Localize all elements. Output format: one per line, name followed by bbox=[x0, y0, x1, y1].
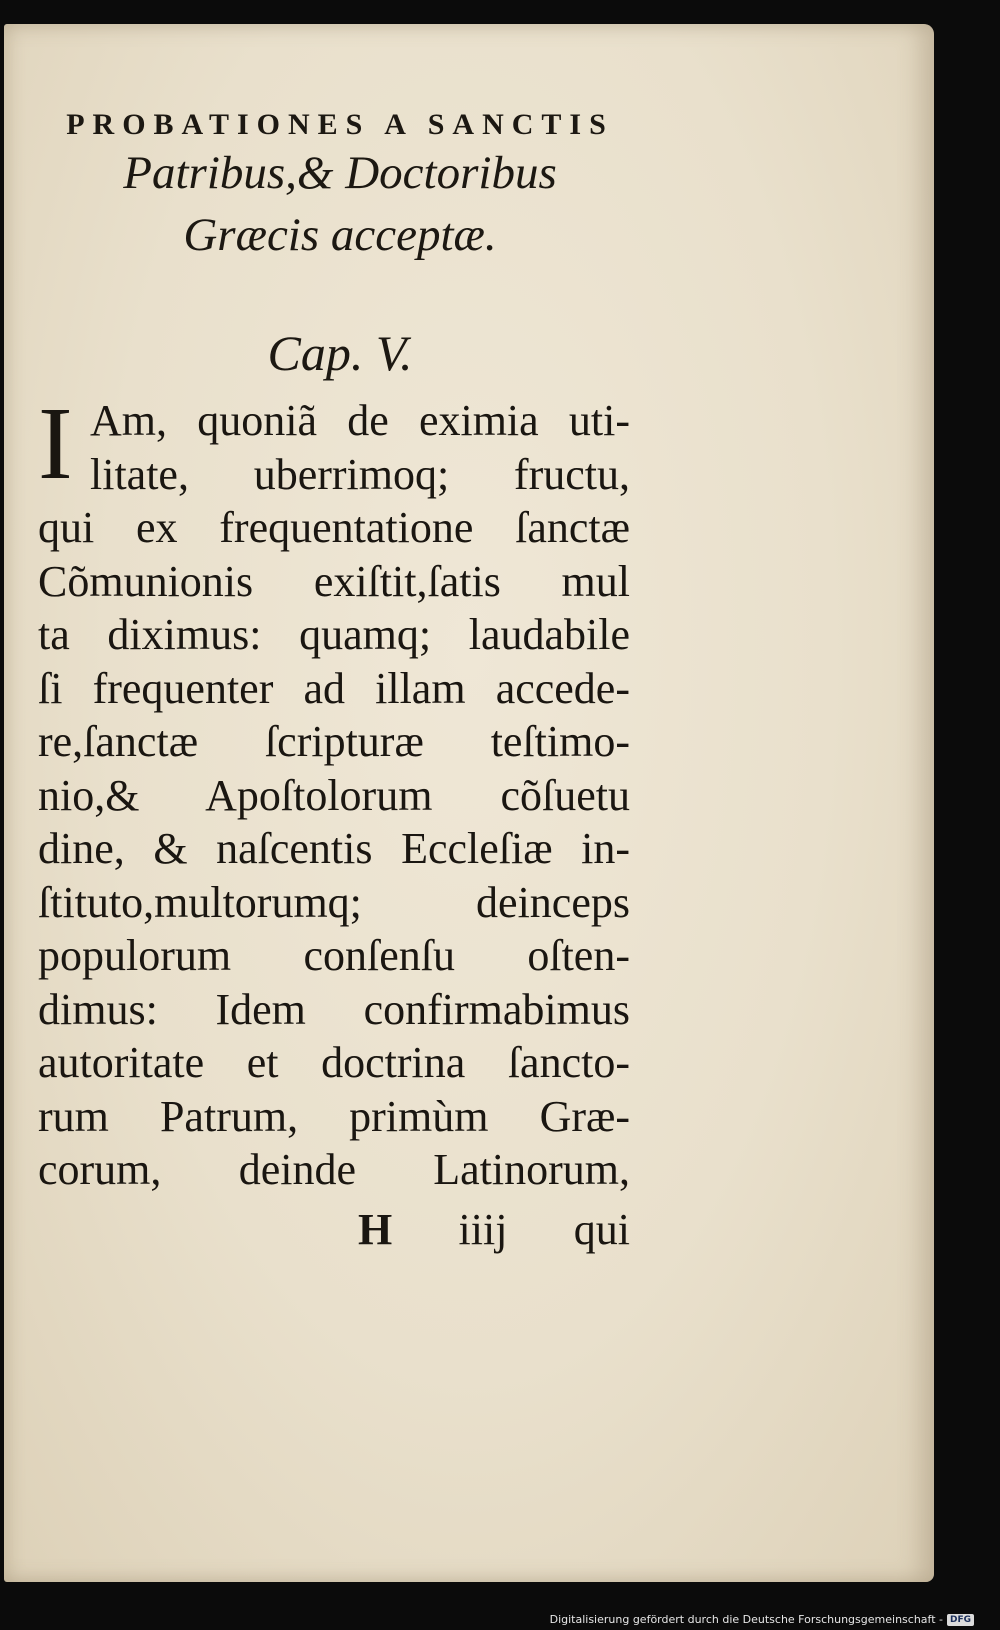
text-line: rum Patrum, primùm Græ- bbox=[38, 1091, 630, 1141]
text-line: ſi frequenter ad illam accede- bbox=[38, 663, 630, 713]
body-text bbox=[38, 386, 630, 1197]
section-heading bbox=[34, 108, 646, 266]
chapter-label: Cap. V. bbox=[267, 325, 413, 381]
signature-line bbox=[358, 1204, 630, 1255]
text-line: qui ex frequentatione ſanctæ bbox=[38, 503, 630, 552]
text-line: corum, deinde Latinorum, bbox=[38, 1145, 630, 1194]
catchword: qui bbox=[573, 1205, 630, 1254]
text-line: Am, quoniã de eximia uti- bbox=[90, 396, 630, 445]
heading-italic-line-1: Patribus,& Doctoribus bbox=[123, 147, 557, 199]
drop-cap-initial: I bbox=[38, 386, 73, 501]
text-line: populorum conſenſu oſten- bbox=[38, 931, 630, 980]
text-line: litate, uberrimoq; fructu, bbox=[90, 449, 630, 499]
text-line: dine, & naſcentis Eccleſiæ in- bbox=[38, 824, 630, 873]
leaf-number: iiij bbox=[458, 1205, 508, 1254]
heading-caps-line: PROBATIONES A SANCTIS bbox=[66, 108, 614, 141]
text-line: autoritate et doctrina ſancto- bbox=[38, 1038, 630, 1087]
credit-text: Digitalisierung gefördert durch die Deutsche Forschungsgemeinschaft - bbox=[549, 1613, 943, 1626]
book-page bbox=[4, 24, 934, 1582]
text-line: re,ſanctæ ſcripturæ teſtimo- bbox=[38, 717, 630, 766]
text-line: dimus: Idem confirmabimus bbox=[38, 984, 630, 1034]
signature-mark: H bbox=[358, 1205, 393, 1254]
digitization-credit bbox=[550, 1613, 974, 1626]
text-line: Cõmunionis exiſtit,ſatis mul bbox=[38, 556, 630, 606]
text-line: ſtituto,multorumq; deinceps bbox=[38, 877, 630, 927]
text-line: nio,& Apoſtolorum cõſuetu bbox=[38, 770, 630, 820]
dfg-logo: DFG bbox=[947, 1614, 974, 1626]
text-line: ta diximus: quamq; laudabile bbox=[38, 610, 630, 659]
heading-italic-line-2: Græcis acceptæ. bbox=[183, 209, 497, 261]
